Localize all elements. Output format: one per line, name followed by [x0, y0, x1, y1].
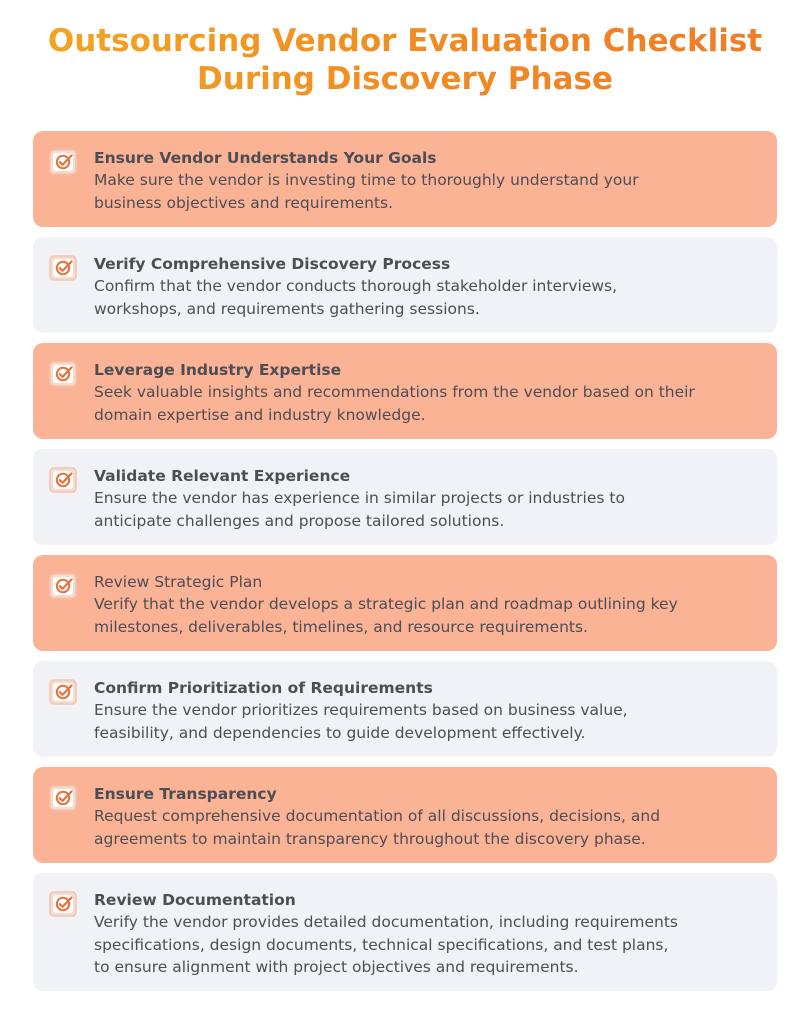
checkbox-check-icon [49, 467, 79, 495]
item-description-line: Verify that the vendor develops a strategic plan and roadmap outlining key [94, 595, 678, 613]
item-title: Leverage Industry Expertise [94, 361, 342, 379]
item-description-line: anticipate challenges and propose tailored solutions. [94, 511, 505, 530]
checkbox-check-icon [49, 679, 79, 707]
title-line-1: Outsourcing Vendor Evaluation Checklist [47, 23, 763, 59]
checklist-item-transparency [33, 767, 777, 863]
item-description-line: to ensure alignment with project objectives and requirements. [94, 958, 579, 976]
item-description [94, 911, 761, 979]
item-description-line: Verify the vendor provides detailed documentation, including requirements [94, 913, 678, 931]
item-description-line: Ensure the vendor prioritizes requirements based on business value, [94, 701, 628, 719]
item-description-line: agreements to maintain transparency throughout the discovery phase. [94, 829, 646, 848]
title-line-2: During Discovery Phase [197, 61, 613, 97]
item-description-line: feasibility, and dependencies to guide development effectively. [94, 723, 586, 742]
checklist-item-goals [33, 131, 777, 227]
checkbox-check-icon [49, 573, 79, 601]
item-description-line: Ensure the vendor has experience in similar projects or industries to [94, 489, 625, 507]
item-description-line: workshops, and requirements gathering sessions. [94, 299, 480, 318]
item-description-line: domain expertise and industry knowledge. [94, 405, 426, 424]
checkbox-check-icon [49, 891, 79, 919]
item-title: Verify Comprehensive Discovery Process [94, 255, 451, 273]
item-title: Validate Relevant Experience [94, 467, 351, 485]
item-description-line: business objectives and requirements. [94, 193, 393, 212]
checklist-item-documentation [33, 873, 777, 991]
item-description-line: Seek valuable insights and recommendations from the vendor based on their [94, 383, 695, 401]
page-title [0, 22, 810, 98]
item-description-line: Request comprehensive documentation of all discussions, decisions, and [94, 807, 661, 825]
checklist-item-discovery [33, 237, 777, 333]
item-title: Review Strategic Plan [94, 573, 263, 591]
item-description [94, 487, 761, 532]
item-description-line: Confirm that the vendor conducts thorough stakeholder interviews, [94, 277, 618, 295]
item-title: Confirm Prioritization of Requirements [94, 679, 433, 697]
item-title: Ensure Transparency [94, 785, 277, 803]
checkbox-check-icon [49, 361, 79, 389]
checklist-item-experience [33, 449, 777, 545]
item-description [94, 593, 761, 638]
checklist-item-expertise [33, 343, 777, 439]
checkbox-check-icon [49, 785, 79, 813]
item-description-line: milestones, deliverables, timelines, and resource requirements. [94, 617, 588, 636]
item-description [94, 699, 761, 744]
item-description-line: Make sure the vendor is investing time to thoroughly understand your [94, 171, 639, 189]
item-title: Ensure Vendor Understands Your Goals [94, 149, 437, 167]
item-description [94, 169, 761, 214]
checkbox-check-icon [49, 149, 79, 177]
checklist [33, 131, 777, 1001]
item-description [94, 381, 761, 426]
item-description-line: specifications, design documents, technical specifications, and test plans, [94, 935, 669, 954]
item-description [94, 805, 761, 850]
checkbox-check-icon [49, 255, 79, 283]
item-description [94, 275, 761, 320]
item-title: Review Documentation [94, 891, 296, 909]
checklist-item-prioritization [33, 661, 777, 757]
checklist-item-strategic-plan [33, 555, 777, 651]
